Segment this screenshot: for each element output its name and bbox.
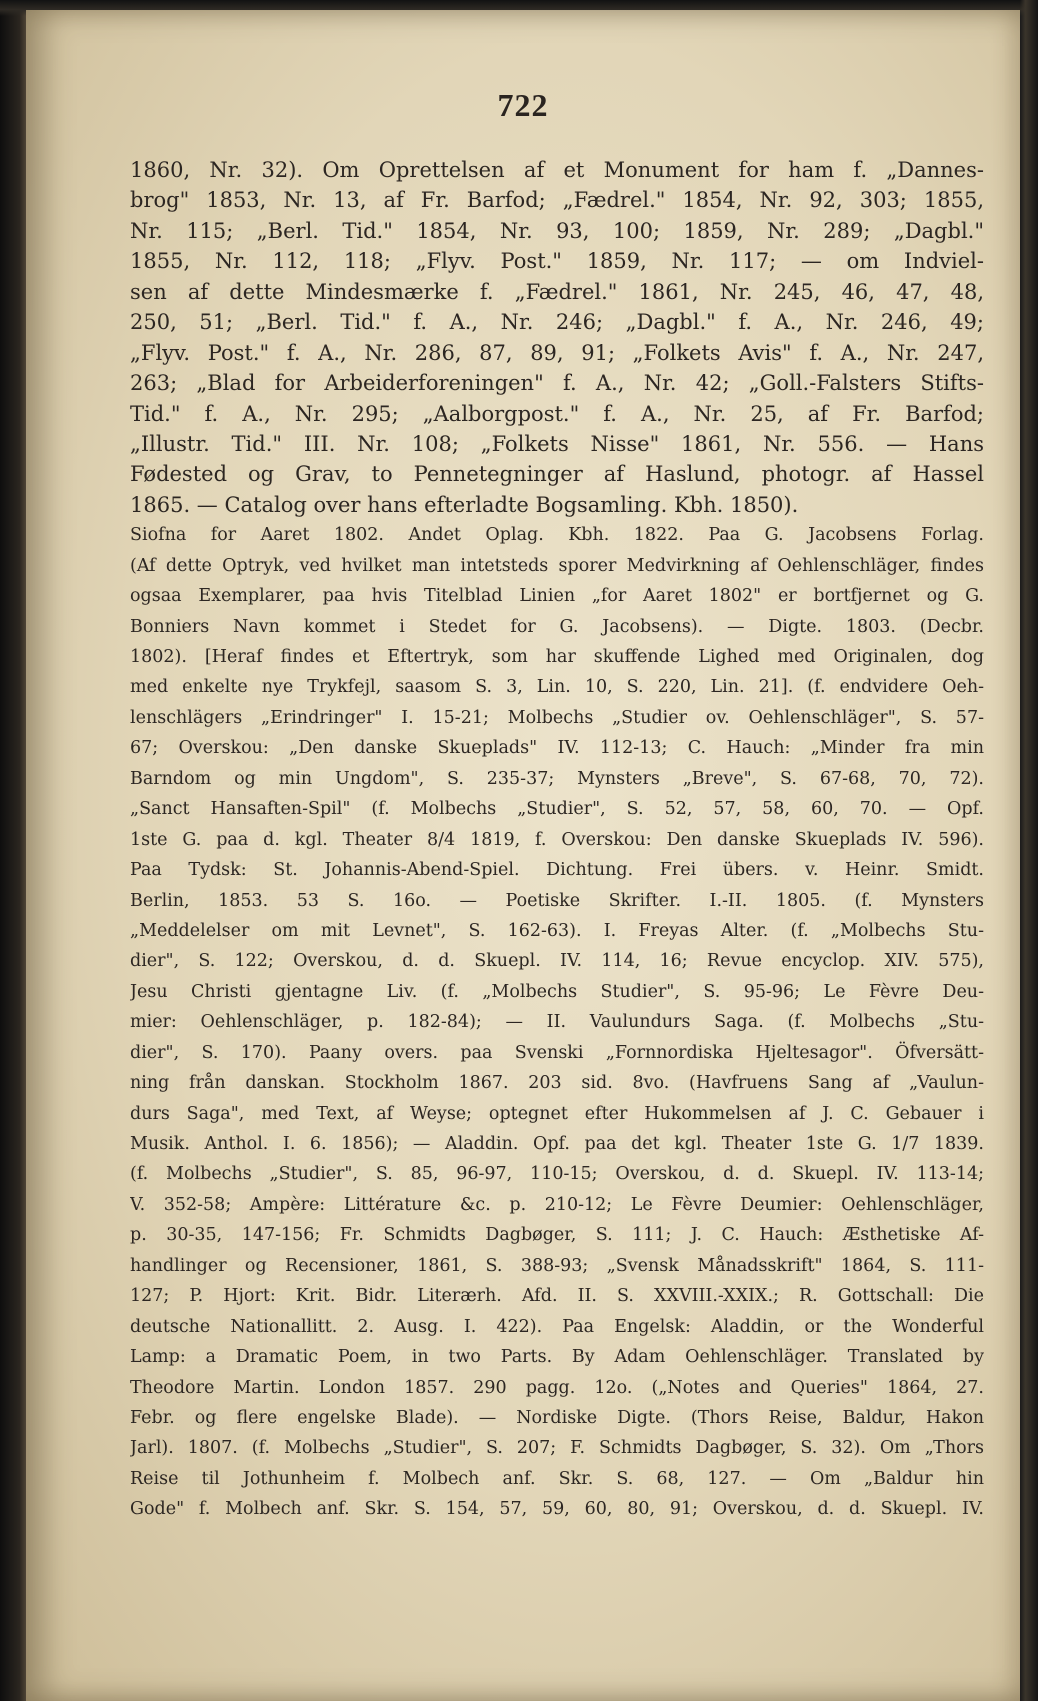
text-line: 67; Overskou: „Den danske Skueplads" IV. 112-13; C. Hauch: „Minder fra min [130,738,984,759]
text-line: Berlin, 1853. 53 S. 16o. — Poetiske Skrifter. I.-II. 1805. (f. Mynsters [130,890,984,911]
text-line: Febr. og flere engelske Blade). — Nordiske Digte. (Thors Reise, Baldur, Hakon [130,1407,984,1428]
page-number: 722 [497,87,549,123]
text-line: 1865. — Catalog over hans efterladte Bogsamling. Kbh. 1850). [130,492,799,517]
text-line: 1855, Nr. 112, 118; „Flyv. Post." 1859, Nr. 117; — om Indviel- [130,249,984,274]
text-line: ning från danskan. Stockholm 1867. 203 sid. 8vo. (Havfruens Sang af „Vaulun- [130,1073,984,1094]
text-line: Gode" f. Molbech anf. Skr. S. 154, 57, 59, 60, 80, 91; Overskou, d. d. Skuepl. IV. [130,1499,984,1520]
text-line: 1802). [Heraf findes et Eftertryk, som har skuffende Lighed med Originalen, dog [130,647,984,667]
text-line: med enkelte nye Trykfejl, saasom S. 3, Lin. 10, S. 220, Lin. 21]. (f. endvidere Oeh- [130,677,984,698]
text-line: handlinger og Recensioner, 1861, S. 388-93; „Svensk Månadsskrift" 1864, S. 111- [130,1255,984,1276]
text-line: V. 352-58; Ampère: Littérature &c. p. 210-12; Le Fèvre Deumier: Oehlenschläger, [130,1194,984,1215]
text-line: Reise til Jothunheim f. Molbech anf. Skr. S. 68, 127. — Om „Baldur hin [130,1468,984,1489]
text-line: durs Saga", med Text, af Weyse; optegnet efter Hukommelsen af J. C. Gebauer i [130,1103,984,1124]
text-line: „Sanct Hansaften-Spil" (f. Molbechs „Studier", S. 52, 57, 58, 60, 70. — Opf. [130,799,984,820]
text-line: Paa Tydsk: St. Johannis-Abend-Spiel. Dichtung. Frei übers. v. Heinr. Smidt. [130,860,984,881]
text-line: 263; „Blad for Arbeiderforeningen" f. A., Nr. 42; „Goll.-Falsters Stifts- [130,371,984,396]
text-line: lenschlägers „Erindringer" I. 15-21; Molbechs „Studier ov. Oehlenschläger", S. 57- [130,707,984,728]
text-line: Siofna for Aaret 1802. Andet Oplag. Kbh. 1822. Paa G. Jacobsens Forlag. [130,525,984,546]
text-line: deutsche Nationallitt. 2. Ausg. I. 422). Paa Engelsk: Aladdin, or the Wonderful [130,1316,984,1337]
text-line: Bonniers Navn kommet i Stedet for G. Jacobsens). — Digte. 1803. (Decbr. [130,616,984,637]
text-line: „Meddelelser om mit Levnet", S. 162-63). I. Freyas Alter. (f. „Molbechs Stu- [130,920,984,941]
text-line: 250, 51; „Berl. Tid." f. A., Nr. 246; „Dagbl." f. A., Nr. 246, 49; [130,310,984,335]
right-edge [1020,0,1038,1701]
text-line: (Af dette Optryk, ved hvilket man intetsteds sporer Medvirkning af Oehlenschläger, findes [130,555,984,576]
text-line: (f. Molbechs „Studier", S. 85, 96-97, 110-15; Overskou, d. d. Skuepl. IV. 113-14; [130,1164,984,1185]
text-line: dier", S. 122; Overskou, d. d. Skuepl. IV. 114, 16; Revue encyclop. XIV. 575), [130,951,984,972]
text-line: Jarl). 1807. (f. Molbechs „Studier", S. 207; F. Schmidts Dagbøger, S. 32). Om „Thors [130,1438,984,1459]
text-line: Jesu Christi gjentagne Liv. (f. „Molbechs Studier", S. 95-96; Le Fèvre Deu- [130,981,984,1002]
text-line: „Illustr. Tid." III. Nr. 108; „Folkets Nisse" 1861, Nr. 556. — Hans [130,431,984,456]
body-text [130,155,984,1525]
text-line: brog" 1853, Nr. 13, af Fr. Barfod; „Fædrel." 1854, Nr. 92, 303; 1855, [130,188,984,213]
book-page [26,10,1020,1701]
text-line: mier: Oehlenschläger, p. 182-84); — II. Vaulundurs Saga. (f. Molbechs „Stu- [130,1012,984,1033]
text-line: sen af dette Mindesmærke f. „Fædrel." 1861, Nr. 245, 46, 47, 48, [130,279,984,304]
text-line: Lamp: a Dramatic Poem, in two Parts. By Adam Oehlenschläger. Translated by [130,1347,984,1368]
text-line: 127; P. Hjort: Krit. Bidr. Literærh. Afd. II. S. XXVIII.-XXIX.; R. Gottschall: Die [130,1286,984,1307]
text-line: ogsaa Exemplarer, paa hvis Titelblad Linien „for Aaret 1802" er bortfjernet og G. [130,586,984,607]
text-line: Theodore Martin. London 1857. 290 pagg. 12o. („Notes and Queries" 1864, 27. [130,1377,984,1398]
text-line: Nr. 115; „Berl. Tid." 1854, Nr. 93, 100; 1859, Nr. 289; „Dagbl." [130,218,984,243]
text-line: „Flyv. Post." f. A., Nr. 286, 87, 89, 91; „Folkets Avis" f. A., Nr. 247, [130,340,984,365]
text-line: p. 30-35, 147-156; Fr. Schmidts Dagbøger, S. 111; J. C. Hauch: Æsthetiske Af- [130,1225,984,1246]
text-line: Fødested og Grav, to Pennetegninger af Haslund, photogr. af Hassel [130,462,984,487]
text-line: Barndom og min Ungdom", S. 235-37; Mynsters „Breve", S. 67-68, 70, 72). [130,768,984,789]
text-line: Musik. Anthol. I. 6. 1856); — Aladdin. Opf. paa det kgl. Theater 1ste G. 1/7 1839. [130,1134,984,1154]
binding-edge [0,0,28,1701]
text-line: 1ste G. paa d. kgl. Theater 8/4 1819, f. Overskou: Den danske Skueplads IV. 596). [130,829,984,850]
text-line: 1860, Nr. 32). Om Oprettelsen af et Monument for ham f. „Dannes- [130,158,984,182]
text-line: Tid." f. A., Nr. 295; „Aalborgpost." f. A., Nr. 25, af Fr. Barfod; [130,401,984,426]
text-line: dier", S. 170). Paany overs. paa Svenski „Fornnordiska Hjeltesagor". Öfversätt- [130,1042,984,1063]
